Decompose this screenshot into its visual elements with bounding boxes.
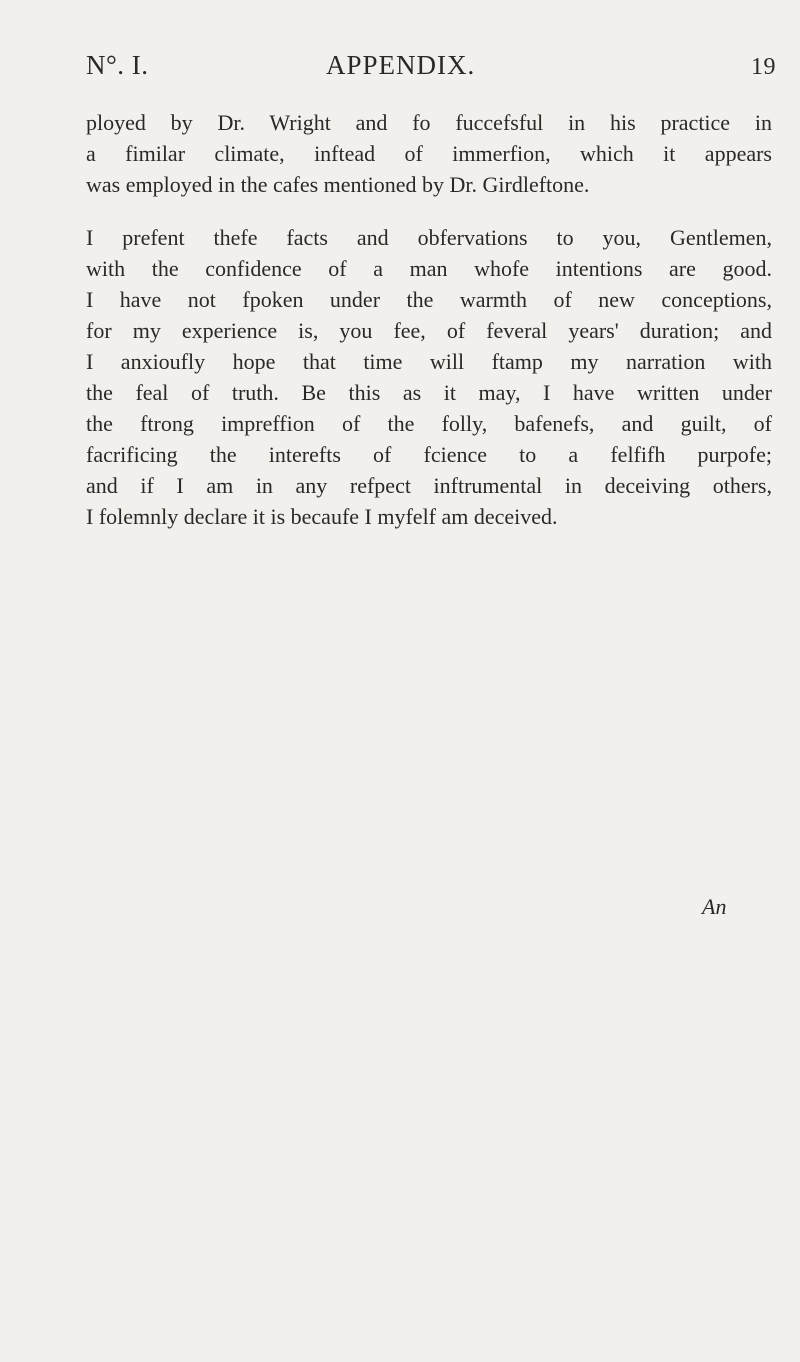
paragraph bbox=[86, 222, 772, 532]
text-line: I prefent thefe facts and obfervations to you, Gentlemen, bbox=[86, 225, 772, 250]
section-number: N°. I. bbox=[86, 50, 149, 80]
running-head bbox=[86, 50, 776, 90]
running-title: APPENDIX. bbox=[326, 50, 476, 80]
text-line: the ftrong impreffion of the folly, bafenefs, and guilt, of bbox=[86, 411, 772, 436]
text-line: with the confidence of a man whofe intentions are good. bbox=[86, 256, 772, 281]
catchword: An bbox=[702, 894, 727, 919]
text-line: facrificing the interefts of fcience to a felfifh purpofe; bbox=[86, 442, 772, 467]
text-line: I folemnly declare it is becaufe I myfelf am deceived. bbox=[86, 504, 558, 529]
text-line: the feal of truth. Be this as it may, I have written under bbox=[86, 380, 772, 405]
text-line: I have not fpoken under the warmth of new conceptions, bbox=[86, 287, 772, 312]
paragraph bbox=[86, 107, 772, 200]
page-number: 19 bbox=[751, 54, 776, 80]
text-line: for my experience is, you fee, of feveral years' duration; and bbox=[86, 318, 772, 343]
text-line: was employed in the cafes mentioned by Dr. Girdleftone. bbox=[86, 172, 590, 197]
text-line: and if I am in any refpect inftrumental in deceiving others, bbox=[86, 473, 772, 498]
body-text bbox=[86, 107, 772, 532]
text-line: a fimilar climate, inftead of immerfion, which it appears bbox=[86, 141, 772, 166]
text-line: ployed by Dr. Wright and fo fuccefsful in his practice in bbox=[86, 110, 772, 135]
text-line: I anxioufly hope that time will ftamp my narration with bbox=[86, 349, 772, 374]
